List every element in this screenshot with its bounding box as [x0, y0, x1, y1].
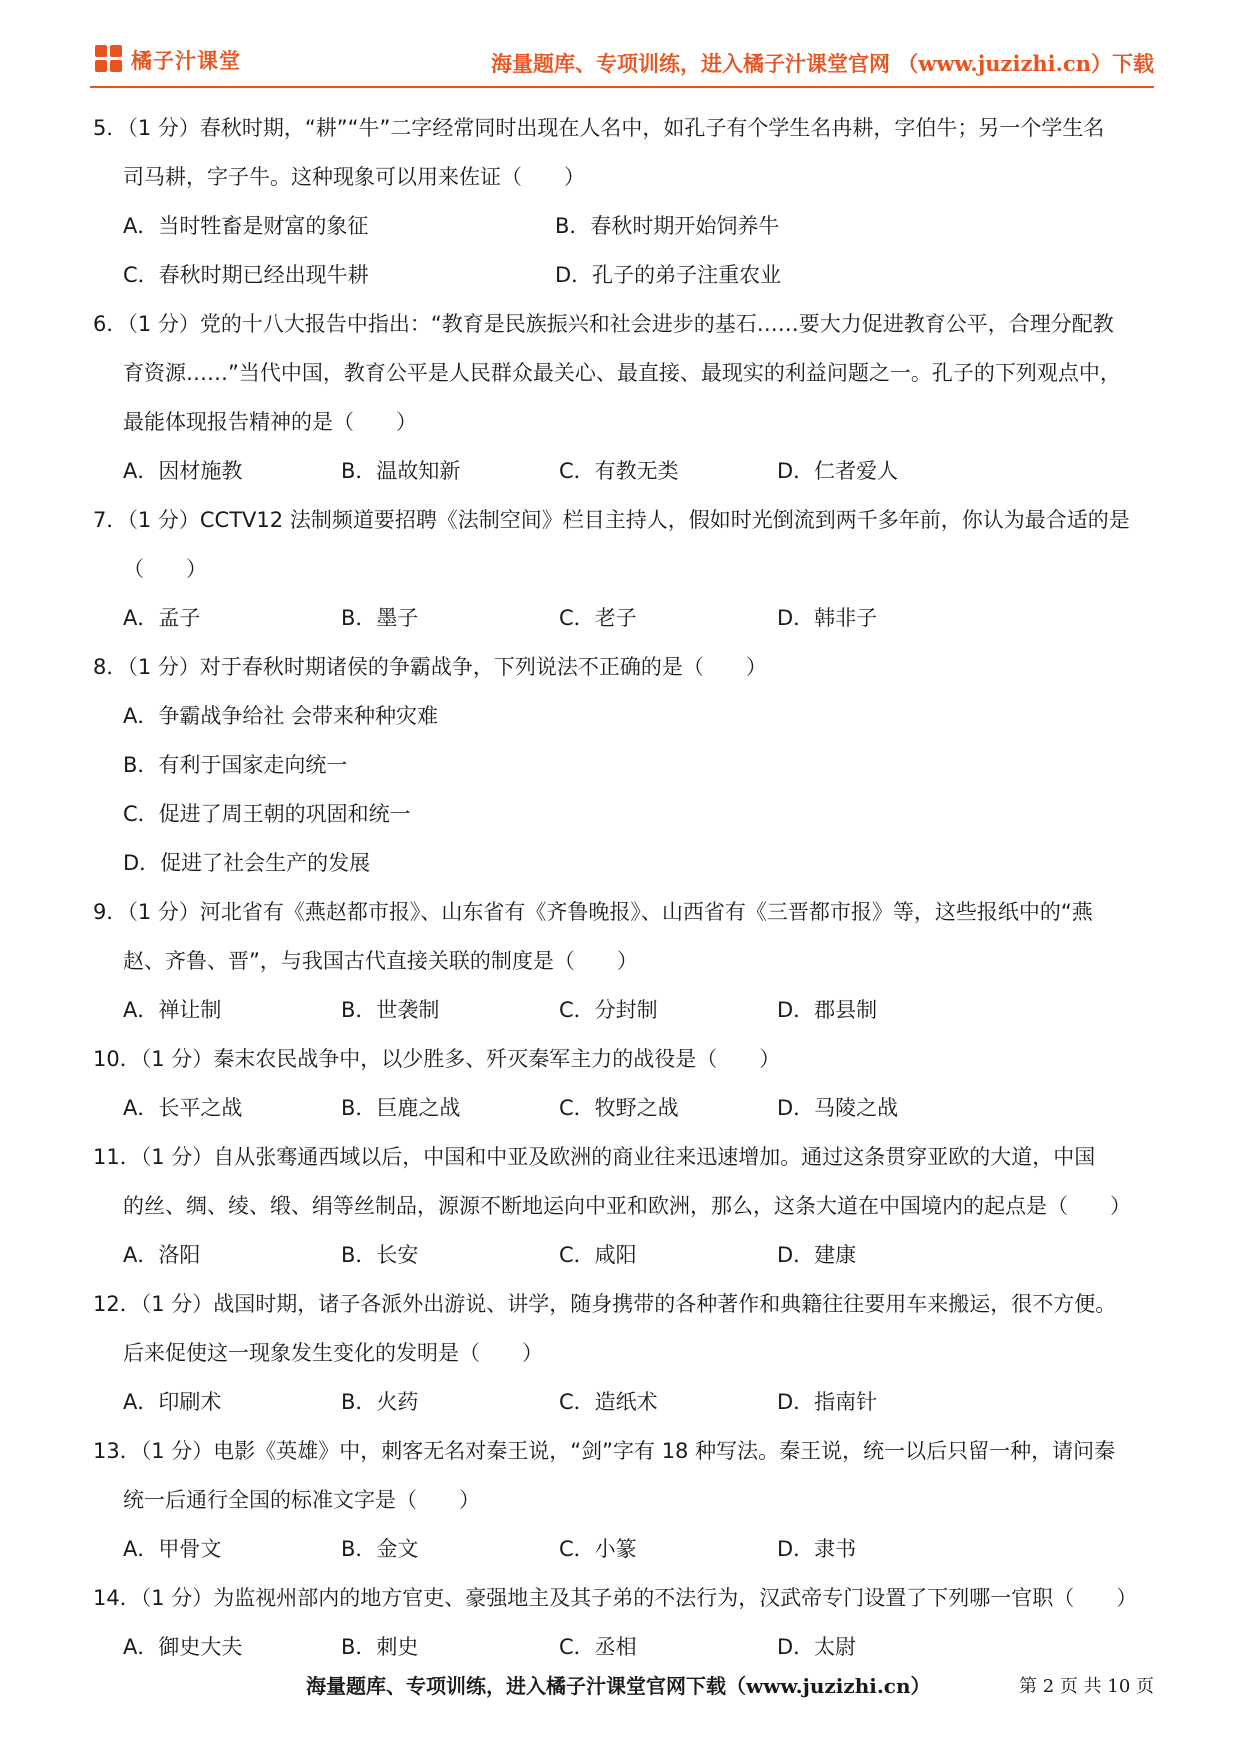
question-item — [93, 104, 1155, 300]
answer-option[interactable]: B．金文 — [341, 1537, 419, 1561]
footer-tagline[interactable]: 海量题库、专项训练，进入橘子汁课堂官网下载（www.juzizhi.cn） — [306, 1674, 931, 1698]
answer-option[interactable]: B．春秋时期开始饲养牛 — [555, 214, 780, 238]
question-text: 的丝、绸、绫、缎、绢等丝制品，源源不断地运向中亚和欧洲，那么，这条大道在中国境内的起点是（ ） — [123, 1194, 1131, 1218]
answer-option[interactable]: A．甲骨文 — [123, 1537, 222, 1561]
answer-option[interactable]: C．春秋时期已经出现牛耕 — [123, 263, 369, 287]
logo[interactable] — [95, 44, 241, 76]
answer-option[interactable]: D．指南针 — [777, 1390, 878, 1414]
options-row — [93, 447, 1155, 496]
answer-option[interactable]: B．有利于国家走向统一 — [123, 753, 348, 777]
question-text: 最能体现报告精神的是（ ） — [123, 410, 417, 434]
answer-option[interactable]: C．丞相 — [559, 1635, 637, 1659]
answer-option[interactable]: C．老子 — [559, 606, 637, 630]
question-item — [93, 496, 1155, 643]
question-item — [93, 888, 1155, 1035]
answer-option[interactable]: C．分封制 — [559, 998, 658, 1022]
question-text: 育资源……”当代中国，教育公平是人民群众最关心、最直接、最现实的利益问题之一。孔子的下列观点中， — [123, 361, 1121, 385]
options-row — [93, 1525, 1155, 1574]
question-text: 10．（1 分）秦末农民战争中，以少胜多、歼灭秦军主力的战役是（ ） — [93, 1047, 781, 1071]
options-row — [93, 594, 1155, 643]
answer-option[interactable]: B．巨鹿之战 — [341, 1096, 461, 1120]
answer-option[interactable]: A．当时牲畜是财富的象征 — [123, 214, 369, 238]
question-text: 后来促使这一现象发生变化的发明是（ ） — [123, 1341, 543, 1365]
answer-option[interactable]: C．造纸术 — [559, 1390, 658, 1414]
answer-option[interactable]: A．因材施教 — [123, 459, 243, 483]
answer-option[interactable]: C．牧野之战 — [559, 1096, 679, 1120]
question-text: 8．（1 分）对于春秋时期诸侯的争霸战争，下列说法不正确的是（ ） — [93, 655, 767, 679]
answer-option[interactable]: A．洛阳 — [123, 1243, 201, 1267]
question-item — [93, 300, 1155, 496]
question-text: 5．（1 分）春秋时期，“耕”“牛”二字经常同时出现在人名中，如孔子有个学生名冉耕，字伯牛；另一个学生名 — [93, 116, 1105, 140]
header-divider — [90, 86, 1154, 88]
question-text: 9．（1 分）河北省有《燕赵都市报》、山东省有《齐鲁晚报》、山西省有《三晋都市报》等，这些报纸中的“燕 — [93, 900, 1093, 924]
question-text: 赵、齐鲁、晋”，与我国古代直接关联的制度是（ ） — [123, 949, 638, 973]
answer-option[interactable]: D．马陵之战 — [777, 1096, 899, 1120]
answer-option[interactable]: B．温故知新 — [341, 459, 461, 483]
options-row — [93, 1084, 1155, 1133]
answer-option[interactable]: B．墨子 — [341, 606, 419, 630]
options-row — [93, 202, 1155, 251]
question-text: 司马耕，字子牛。这种现象可以用来佐证（ ） — [123, 165, 585, 189]
question-item — [93, 1427, 1155, 1574]
answer-option[interactable]: B．世袭制 — [341, 998, 440, 1022]
question-item — [93, 643, 1155, 888]
answer-option[interactable]: A．孟子 — [123, 606, 201, 630]
page-number: 第 2 页 共 10 页 — [1019, 1676, 1154, 1697]
logo-icon — [95, 45, 125, 75]
options-row — [93, 1231, 1155, 1280]
options-row — [93, 986, 1155, 1035]
question-text: 14．（1 分）为监视州部内的地方官吏、豪强地主及其子弟的不法行为，汉武帝专门设置了下列哪一官职（ ） — [93, 1586, 1138, 1610]
answer-option[interactable]: C．咸阳 — [559, 1243, 637, 1267]
answer-option[interactable]: D．太尉 — [777, 1635, 857, 1659]
question-text: 7．（1 分）CCTV12 法制频道要招聘《法制空间》栏目主持人，假如时光倒流到两千多年前，你认为最合适的是 — [93, 508, 1130, 532]
answer-option[interactable]: D．仁者爱人 — [777, 459, 899, 483]
answer-option[interactable]: C．促进了周王朝的巩固和统一 — [123, 802, 411, 826]
answer-option[interactable]: A．印刷术 — [123, 1390, 222, 1414]
header-tagline[interactable]: 海量题库、专项训练，进入橘子汁课堂官网 （www.juzizhi.cn）下载 — [490, 51, 1154, 76]
options-row — [93, 251, 1155, 300]
question-list — [93, 104, 1155, 1672]
question-text: 11．（1 分）自从张骞通西域以后，中国和中亚及欧洲的商业往来迅速增加。通过这条贯穿亚欧的大道，中国 — [93, 1145, 1096, 1169]
answer-option[interactable]: C．小篆 — [559, 1537, 637, 1561]
answer-option[interactable]: A．禅让制 — [123, 998, 222, 1022]
answer-option[interactable]: A．争霸战争给社 会带来种种灾难 — [123, 704, 439, 728]
question-text: 13．（1 分）电影《英雄》中，刺客无名对秦王说，“剑”字有 18 种写法。秦王说，统一以后只留一种，请问秦 — [93, 1439, 1116, 1463]
answer-option[interactable]: D．孔子的弟子注重农业 — [555, 263, 782, 287]
question-text: 统一后通行全国的标准文字是（ ） — [123, 1488, 480, 1512]
options-row — [93, 1378, 1155, 1427]
logo-text: 橘子汁课堂 — [131, 49, 241, 73]
answer-option[interactable]: C．有教无类 — [559, 459, 679, 483]
answer-option[interactable]: B．长安 — [341, 1243, 419, 1267]
question-item — [93, 1035, 1155, 1133]
answer-option[interactable]: A．长平之战 — [123, 1096, 243, 1120]
answer-option[interactable]: D．韩非子 — [777, 606, 878, 630]
answer-option[interactable]: B．火药 — [341, 1390, 419, 1414]
page-footer — [0, 1664, 1240, 1704]
question-item — [93, 1280, 1155, 1427]
question-text: 12．（1 分）战国时期，诸子各派外出游说、讲学，随身携带的各种著作和典籍往往要用车来搬运，很不方便。 — [93, 1292, 1117, 1316]
answer-option[interactable]: B．刺史 — [341, 1635, 419, 1659]
answer-option[interactable]: D．郡县制 — [777, 998, 878, 1022]
answer-option[interactable]: D．建康 — [777, 1243, 857, 1267]
page-header — [0, 0, 1240, 100]
answer-option[interactable]: D．促进了社会生产的发展 — [123, 851, 371, 875]
question-item — [93, 1574, 1155, 1672]
question-item — [93, 1133, 1155, 1280]
question-text: 6．（1 分）党的十八大报告中指出：“教育是民族振兴和社会进步的基石……要大力促进教育公平，合理分配教 — [93, 312, 1114, 336]
question-text: （ ） — [123, 557, 207, 581]
answer-option[interactable]: A．御史大夫 — [123, 1635, 243, 1659]
answer-option[interactable]: D．隶书 — [777, 1537, 857, 1561]
